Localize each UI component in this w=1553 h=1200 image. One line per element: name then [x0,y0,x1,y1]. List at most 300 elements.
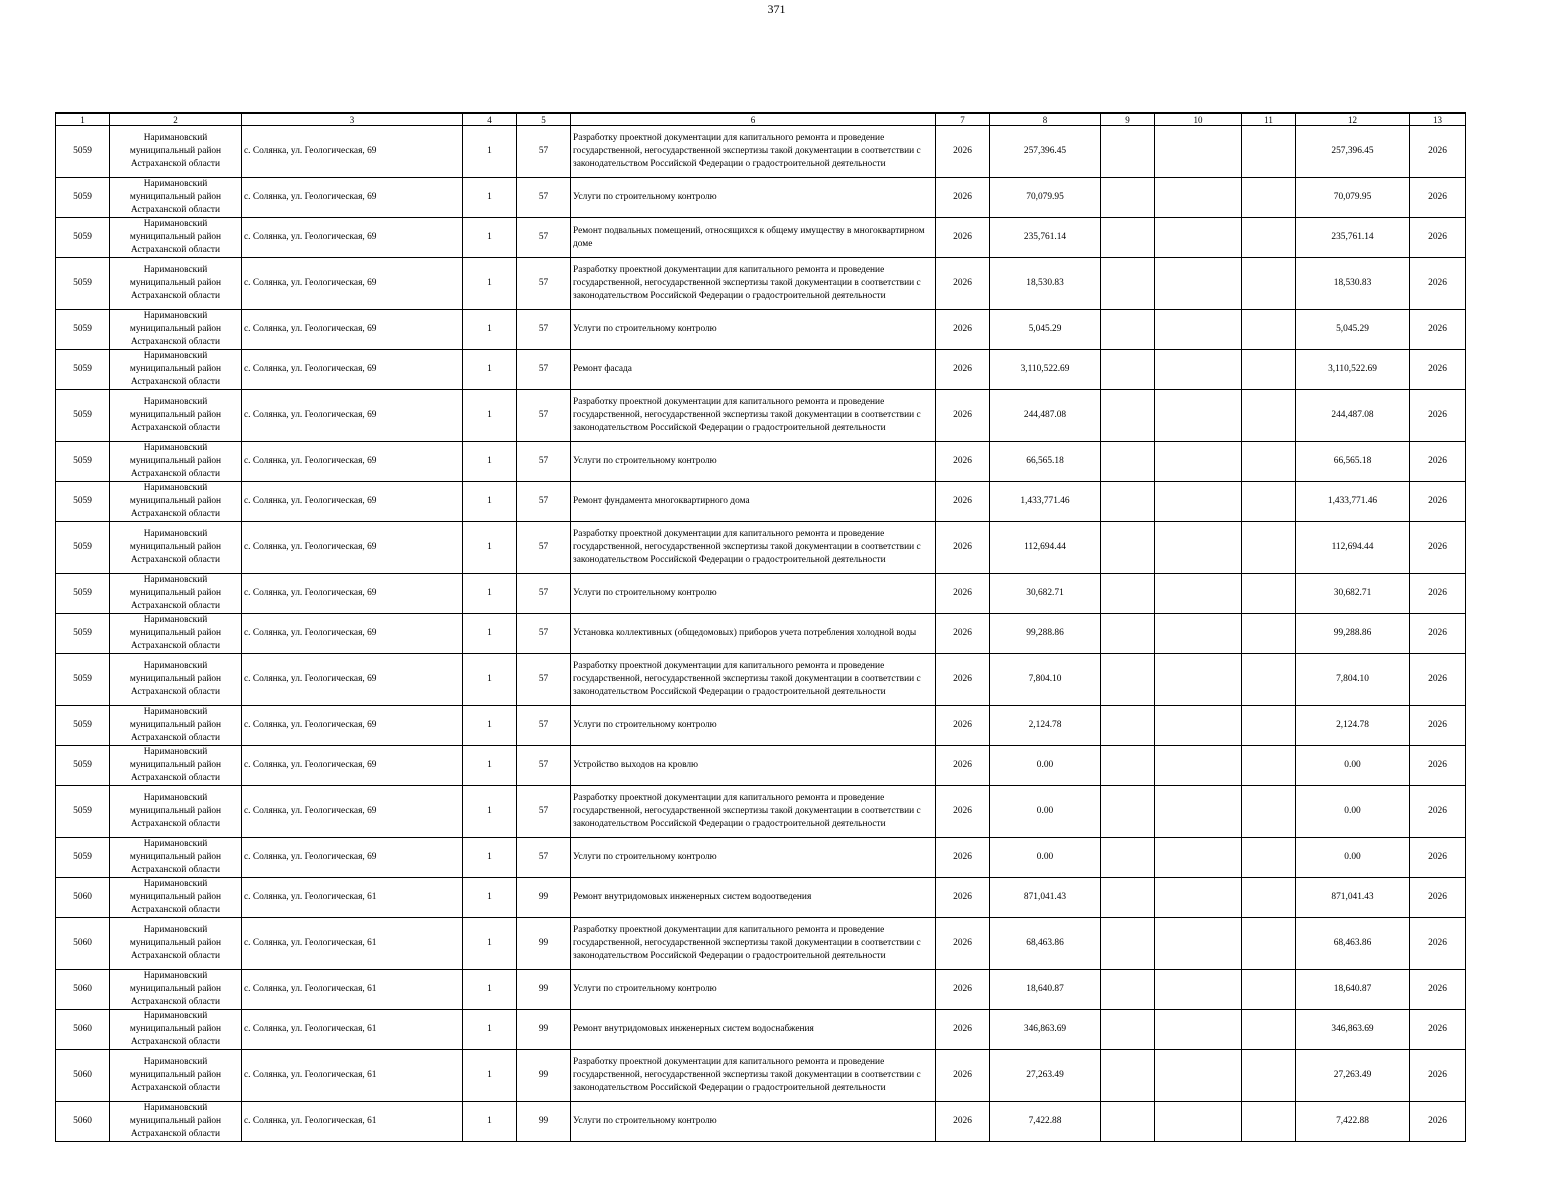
table-row [56,654,1466,706]
col-5-value-text: 57 [538,456,549,466]
cell-completion-year [1410,1102,1466,1142]
page-number: 371 [767,2,786,16]
address-text: с. Солянка, ул. Геологическая, 61 [244,984,377,994]
cell-address [242,574,463,614]
cell-record-id [56,310,110,350]
completion-year-text: 2026 [1428,1070,1447,1080]
municipality-text: Наримановский муниципальный район Астраханской области [129,443,222,479]
record-id-text: 5059 [73,278,92,288]
cell-total-cost [990,482,1101,522]
total-cost-text: 30,682.71 [1026,588,1064,598]
year-text: 2026 [953,628,972,638]
col-5-value-text: 99 [538,984,549,994]
cell-address [242,1010,463,1050]
cell-year [936,838,990,878]
cell-fund-cost [1296,838,1410,878]
year-text: 2026 [953,760,972,770]
address-text: с. Солянка, ул. Геологическая, 69 [244,588,377,598]
year-text: 2026 [953,806,972,816]
work-type-text: Услуги по строительному контролю [573,852,717,862]
cell-col-10-value [1155,614,1242,654]
col-5-value-text: 57 [538,720,549,730]
municipality-text: Наримановский муниципальный район Астраханской области [129,483,222,519]
completion-year-text: 2026 [1428,542,1447,552]
cell-col-5-value [517,574,571,614]
cell-municipality [110,746,242,786]
record-id-text: 5059 [73,456,92,466]
year-text: 2026 [953,192,972,202]
cell-fund-cost [1296,1050,1410,1102]
cell-year [936,1010,990,1050]
cell-fund-cost [1296,918,1410,970]
cell-municipality [110,970,242,1010]
cell-municipality [110,390,242,442]
record-id-text: 5060 [73,1116,92,1126]
cell-work-type [571,350,936,390]
table-row [56,350,1466,390]
municipality-text: Наримановский муниципальный район Астраханской области [129,661,222,697]
cell-municipality [110,574,242,614]
column-number-row [56,113,1466,126]
cell-work-type [571,838,936,878]
completion-year-text: 2026 [1428,192,1447,202]
cell-fund-cost [1296,1010,1410,1050]
cell-completion-year [1410,258,1466,310]
work-type-text: Разработку проектной документации для капитального ремонта и проведение государственной, негосударственной экспертизы такой документации в соответствии с законодательством Российской Федерации о градостроительной деятельности [573,265,921,301]
cell-year [936,126,990,178]
work-type-text: Разработку проектной документации для капитального ремонта и проведение государственной, негосударственной экспертизы такой документации в соответствии с законодательством Российской Федерации о градостроительной деятельности [573,397,921,433]
total-cost-text: 18,640.87 [1026,984,1064,994]
record-id-text: 5059 [73,324,92,334]
municipality-text: Наримановский муниципальный район Астраханской области [129,265,222,301]
cell-col-5-value [517,350,571,390]
cell-col-5-value [517,390,571,442]
col-4-value-text: 1 [487,628,492,638]
cell-work-type [571,1050,936,1102]
work-type-text: Разработку проектной документации для капитального ремонта и проведение государственной, негосударственной экспертизы такой документации в соответствии с законодательством Российской Федерации о градостроительной деятельности [573,1057,921,1093]
column-number-3: 3 [242,113,463,126]
record-id-text: 5060 [73,1024,92,1034]
cell-completion-year [1410,838,1466,878]
cell-col-5-value [517,786,571,838]
cell-col-10-value [1155,350,1242,390]
cell-year [936,310,990,350]
completion-year-text: 2026 [1428,146,1447,156]
column-number-11: 11 [1242,113,1296,126]
municipality-text: Наримановский муниципальный район Астраханской области [129,133,222,169]
col-4-value-text: 1 [487,760,492,770]
cell-record-id [56,442,110,482]
cell-col-9-value [1101,178,1155,218]
cell-col-11-value [1242,310,1296,350]
year-text: 2026 [953,674,972,684]
cell-record-id [56,258,110,310]
cell-work-type [571,918,936,970]
table-row [56,706,1466,746]
cell-record-id [56,574,110,614]
cell-work-type [571,970,936,1010]
municipality-text: Наримановский муниципальный район Астраханской области [129,747,222,783]
total-cost-text: 871,041.43 [1023,892,1067,902]
record-id-text: 5059 [73,852,92,862]
record-id-text: 5059 [73,410,92,420]
cell-completion-year [1410,350,1466,390]
address-text: с. Солянка, ул. Геологическая, 69 [244,278,377,288]
total-cost-text: 2,124.78 [1028,720,1062,730]
completion-year-text: 2026 [1428,588,1447,598]
cell-col-9-value [1101,310,1155,350]
work-type-text: Разработку проектной документации для капитального ремонта и проведение государственной, негосударственной экспертизы такой документации в соответствии с законодательством Российской Федерации о градостроительной деятельности [573,793,921,829]
cell-total-cost [990,178,1101,218]
cell-municipality [110,706,242,746]
table-row [56,522,1466,574]
record-id-text: 5060 [73,938,92,948]
cell-col-5-value [517,970,571,1010]
total-cost-text: 27,263.49 [1026,1070,1064,1080]
cell-record-id [56,654,110,706]
work-type-text: Услуги по строительному контролю [573,456,717,466]
cell-municipality [110,126,242,178]
cell-address [242,970,463,1010]
municipality-text: Наримановский муниципальный район Астраханской области [129,925,222,961]
cell-year [936,918,990,970]
year-text: 2026 [953,938,972,948]
total-cost-text: 244,487.08 [1023,410,1067,420]
cell-total-cost [990,746,1101,786]
cell-work-type [571,126,936,178]
col-4-value-text: 1 [487,410,492,420]
cell-work-type [571,482,936,522]
cell-address [242,442,463,482]
municipality-text: Наримановский муниципальный район Астраханской области [129,219,222,255]
cell-col-10-value [1155,746,1242,786]
column-number-9: 9 [1101,113,1155,126]
cell-col-4-value [463,350,517,390]
cell-year [936,350,990,390]
total-cost-text: 66,565.18 [1026,456,1064,466]
municipality-text: Наримановский муниципальный район Астраханской области [129,351,222,387]
completion-year-text: 2026 [1428,410,1447,420]
col-4-value-text: 1 [487,984,492,994]
completion-year-text: 2026 [1428,364,1447,374]
cell-address [242,654,463,706]
cell-year [936,614,990,654]
cell-municipality [110,878,242,918]
column-number-4: 4 [463,113,517,126]
col-4-value-text: 1 [487,278,492,288]
column-number-6: 6 [571,113,936,126]
cell-col-4-value [463,918,517,970]
year-text: 2026 [953,146,972,156]
cell-address [242,390,463,442]
fund-cost-text: 66,565.18 [1333,456,1372,466]
table-row [56,970,1466,1010]
year-text: 2026 [953,720,972,730]
cell-fund-cost [1296,390,1410,442]
work-type-text: Ремонт внутридомовых инженерных систем водоснабжения [573,1024,814,1034]
year-text: 2026 [953,852,972,862]
cell-col-11-value [1242,918,1296,970]
col-4-value-text: 1 [487,456,492,466]
cell-year [936,654,990,706]
cell-municipality [110,310,242,350]
cell-year [936,1102,990,1142]
col-5-value-text: 57 [538,542,549,552]
record-id-text: 5060 [73,984,92,994]
completion-year-text: 2026 [1428,760,1447,770]
address-text: с. Солянка, ул. Геологическая, 69 [244,146,377,156]
cell-col-5-value [517,918,571,970]
cell-total-cost [990,1050,1101,1102]
cell-work-type [571,746,936,786]
fund-cost-text: 244,487.08 [1331,410,1374,420]
cell-completion-year [1410,178,1466,218]
cell-col-5-value [517,614,571,654]
col-4-value-text: 1 [487,938,492,948]
completion-year-text: 2026 [1428,1024,1447,1034]
cell-year [936,390,990,442]
year-text: 2026 [953,588,972,598]
cell-work-type [571,574,936,614]
cell-year [936,878,990,918]
cell-col-9-value [1101,390,1155,442]
cell-col-10-value [1155,786,1242,838]
cell-fund-cost [1296,614,1410,654]
cell-col-5-value [517,706,571,746]
fund-cost-text: 7,422.88 [1336,1116,1369,1126]
cell-col-11-value [1242,1050,1296,1102]
cell-completion-year [1410,310,1466,350]
total-cost-text: 1,433,771.46 [1020,496,1070,506]
cell-record-id [56,390,110,442]
table-row [56,878,1466,918]
total-cost-text: 3,110,522.69 [1020,364,1070,374]
table-row [56,218,1466,258]
municipality-text: Наримановский муниципальный район Астраханской области [129,971,222,1007]
cell-col-9-value [1101,442,1155,482]
fund-cost-text: 27,263.49 [1333,1070,1372,1080]
column-number-13: 13 [1410,113,1466,126]
cell-record-id [56,614,110,654]
record-id-text: 5060 [73,892,92,902]
work-type-text: Ремонт фундамента многоквартирного дома [573,496,750,506]
work-type-text: Услуги по строительному контролю [573,588,717,598]
cell-col-4-value [463,614,517,654]
col-5-value-text: 57 [538,364,549,374]
cell-fund-cost [1296,126,1410,178]
address-text: с. Солянка, ул. Геологическая, 69 [244,410,377,420]
cell-total-cost [990,838,1101,878]
year-text: 2026 [953,984,972,994]
cell-col-4-value [463,310,517,350]
record-id-text: 5059 [73,192,92,202]
table-row [56,258,1466,310]
cell-col-11-value [1242,574,1296,614]
cell-col-9-value [1101,706,1155,746]
cell-year [936,746,990,786]
cell-completion-year [1410,390,1466,442]
cell-completion-year [1410,1050,1466,1102]
cell-col-9-value [1101,614,1155,654]
cell-municipality [110,178,242,218]
cell-col-4-value [463,838,517,878]
cell-fund-cost [1296,218,1410,258]
cell-total-cost [990,390,1101,442]
cell-municipality [110,654,242,706]
record-id-text: 5059 [73,760,92,770]
year-text: 2026 [953,1116,972,1126]
cell-address [242,482,463,522]
cell-completion-year [1410,482,1466,522]
work-type-text: Разработку проектной документации для капитального ремонта и проведение государственной, негосударственной экспертизы такой документации в соответствии с законодательством Российской Федерации о градостроительной деятельности [573,925,921,961]
record-id-text: 5059 [73,806,92,816]
col-5-value-text: 57 [538,232,549,242]
cell-col-11-value [1242,442,1296,482]
record-id-text: 5059 [73,674,92,684]
cell-col-5-value [517,746,571,786]
total-cost-text: 70,079.95 [1026,192,1064,202]
cell-col-9-value [1101,258,1155,310]
col-5-value-text: 57 [538,496,549,506]
total-cost-text: 257,396.45 [1023,146,1067,156]
year-text: 2026 [953,410,972,420]
cell-col-10-value [1155,706,1242,746]
cell-total-cost [990,350,1101,390]
col-5-value-text: 57 [538,628,549,638]
address-text: с. Солянка, ул. Геологическая, 69 [244,192,377,202]
col-5-value-text: 99 [538,892,549,902]
fund-cost-text: 70,079.95 [1333,192,1372,202]
col-5-value-text: 57 [538,588,549,598]
cell-total-cost [990,654,1101,706]
col-5-value-text: 57 [538,760,549,770]
completion-year-text: 2026 [1428,852,1447,862]
municipality-text: Наримановский муниципальный район Астраханской области [129,1057,222,1093]
cell-col-4-value [463,1102,517,1142]
cell-address [242,878,463,918]
cell-col-11-value [1242,126,1296,178]
year-text: 2026 [953,1070,972,1080]
cell-year [936,258,990,310]
cell-year [936,442,990,482]
cell-total-cost [990,310,1101,350]
cell-record-id [56,482,110,522]
col-5-value-text: 57 [538,278,549,288]
year-text: 2026 [953,324,972,334]
cell-completion-year [1410,746,1466,786]
work-type-text: Разработку проектной документации для капитального ремонта и проведение государственной, негосударственной экспертизы такой документации в соответствии с законодательством Российской Федерации о градостроительной деятельности [573,133,921,169]
column-number-5: 5 [517,113,571,126]
cell-work-type [571,442,936,482]
cell-completion-year [1410,918,1466,970]
work-type-text: Установка коллективных (общедомовых) приборов учета потребления холодной воды [573,628,917,638]
address-text: с. Солянка, ул. Геологическая, 69 [244,720,377,730]
cell-record-id [56,878,110,918]
address-text: с. Солянка, ул. Геологическая, 69 [244,542,377,552]
cell-col-4-value [463,1050,517,1102]
cell-completion-year [1410,442,1466,482]
address-text: с. Солянка, ул. Геологическая, 69 [244,806,377,816]
cell-col-10-value [1155,522,1242,574]
cell-col-9-value [1101,574,1155,614]
municipality-text: Наримановский муниципальный район Астраханской области [129,311,222,347]
year-text: 2026 [953,278,972,288]
cell-col-9-value [1101,522,1155,574]
cell-address [242,706,463,746]
cell-col-9-value [1101,970,1155,1010]
cell-municipality [110,1102,242,1142]
cell-col-9-value [1101,918,1155,970]
cell-fund-cost [1296,1102,1410,1142]
fund-cost-text: 5,045.29 [1336,324,1369,334]
col-5-value-text: 99 [538,1116,549,1126]
fund-cost-text: 68,463.86 [1333,938,1372,948]
cell-work-type [571,390,936,442]
cell-col-4-value [463,574,517,614]
cell-record-id [56,970,110,1010]
address-text: с. Солянка, ул. Геологическая, 69 [244,628,377,638]
work-type-text: Ремонт фасада [573,364,632,374]
cell-total-cost [990,1102,1101,1142]
cell-year [936,482,990,522]
table-body [56,126,1466,1142]
year-text: 2026 [953,364,972,374]
cell-fund-cost [1296,310,1410,350]
col-4-value-text: 1 [487,192,492,202]
cell-record-id [56,786,110,838]
cell-col-5-value [517,310,571,350]
cell-col-9-value [1101,786,1155,838]
cell-col-9-value [1101,1010,1155,1050]
cell-col-5-value [517,178,571,218]
cell-col-5-value [517,878,571,918]
municipality-text: Наримановский муниципальный район Астраханской области [129,615,222,651]
cell-col-4-value [463,1010,517,1050]
cell-total-cost [990,918,1101,970]
cell-address [242,178,463,218]
total-cost-text: 112,694.44 [1024,542,1066,552]
cell-col-5-value [517,654,571,706]
cell-municipality [110,1010,242,1050]
column-number-header [56,113,1466,126]
record-id-text: 5059 [73,364,92,374]
municipality-text: Наримановский муниципальный район Астраханской области [129,575,222,611]
table-row [56,786,1466,838]
completion-year-text: 2026 [1428,806,1447,816]
completion-year-text: 2026 [1428,674,1447,684]
cell-work-type [571,218,936,258]
cell-col-4-value [463,746,517,786]
cell-year [936,178,990,218]
fund-cost-text: 30,682.71 [1333,588,1372,598]
cell-col-11-value [1242,746,1296,786]
cell-col-9-value [1101,746,1155,786]
cell-col-4-value [463,258,517,310]
cell-year [936,970,990,1010]
cell-record-id [56,918,110,970]
col-4-value-text: 1 [487,232,492,242]
cell-col-5-value [517,218,571,258]
fund-cost-text: 99,288.86 [1333,628,1372,638]
municipality-text: Наримановский муниципальный район Астраханской области [129,1011,222,1047]
year-text: 2026 [953,496,972,506]
col-4-value-text: 1 [487,588,492,598]
cell-col-10-value [1155,442,1242,482]
cell-col-9-value [1101,1050,1155,1102]
cell-col-10-value [1155,482,1242,522]
cell-col-10-value [1155,838,1242,878]
cell-fund-cost [1296,970,1410,1010]
